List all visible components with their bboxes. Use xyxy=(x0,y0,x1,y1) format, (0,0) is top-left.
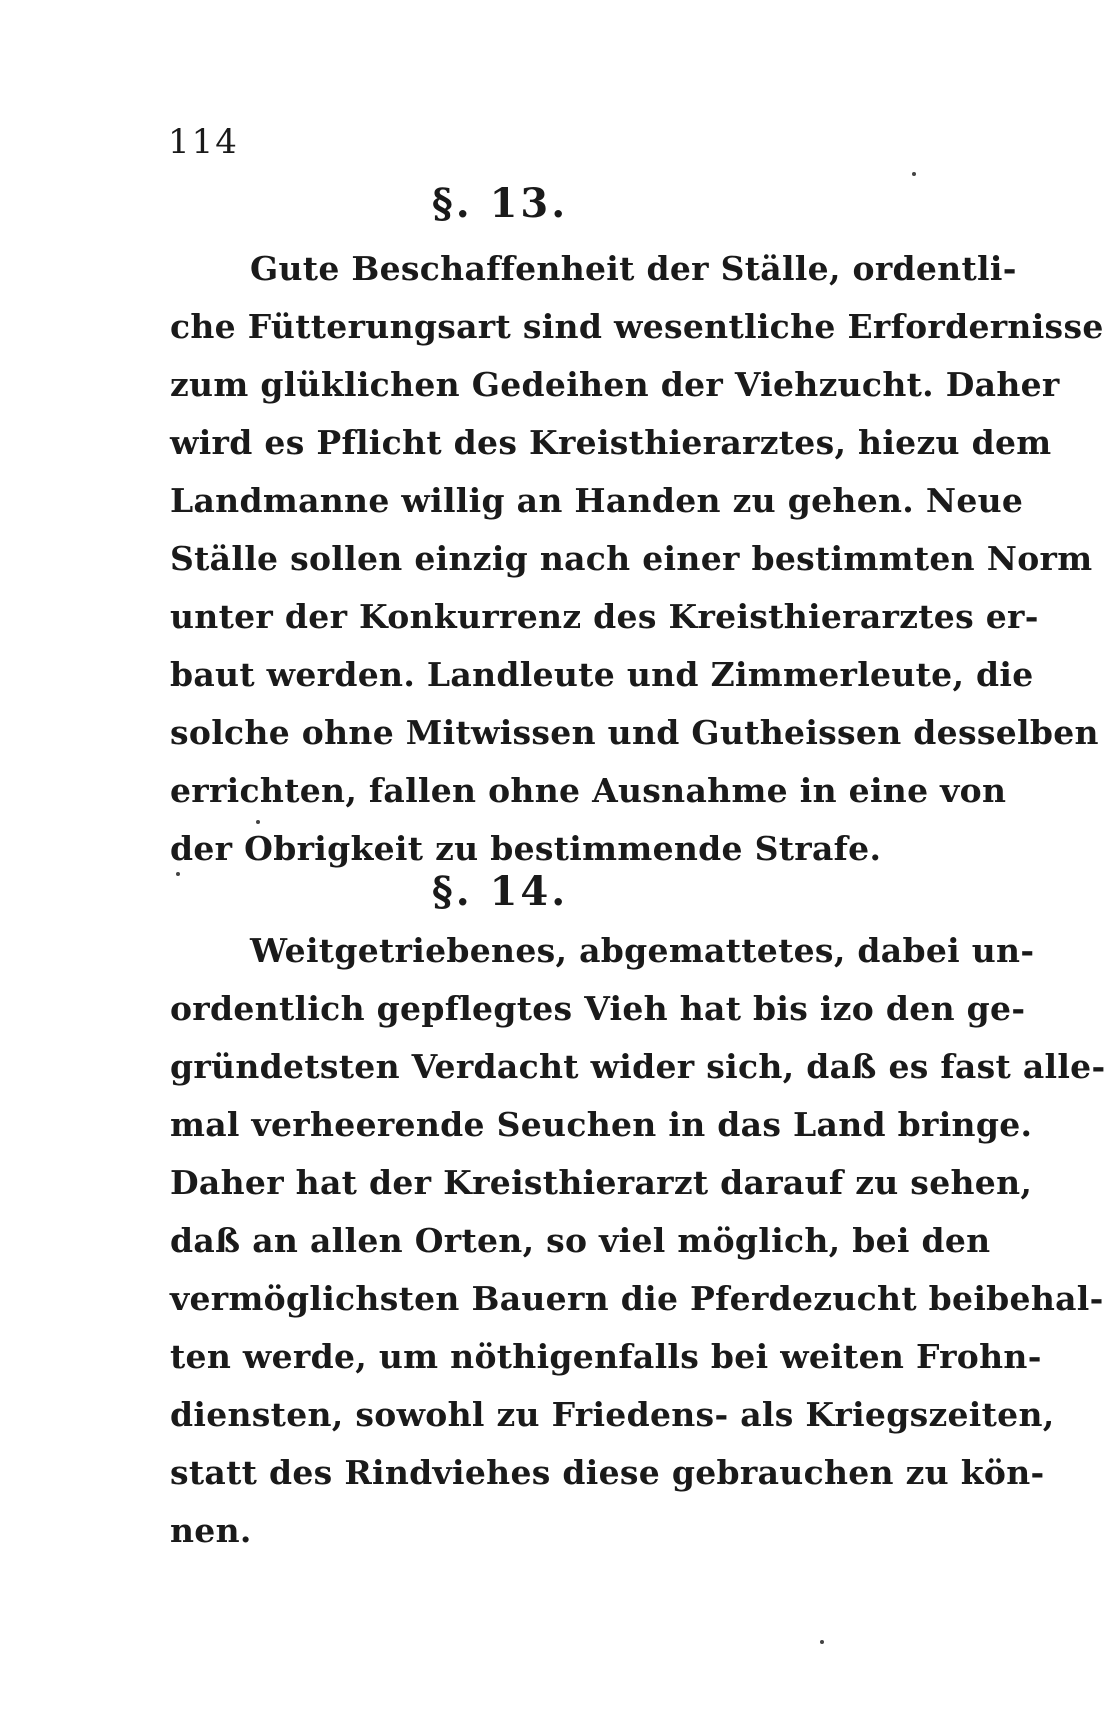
text-line: ten werde, um nöthigenfalls bei weiten Frohn- xyxy=(170,1337,1042,1376)
section-13-paragraph xyxy=(170,240,1104,878)
text-line: nen. xyxy=(170,1511,252,1550)
text-line: ordentlich gepflegtes Vieh hat bis izo den ge- xyxy=(170,989,1026,1028)
text-line: wird es Pflicht des Kreisthierarztes, hiezu dem xyxy=(170,423,1052,462)
text-line: Gute Beschaffenheit der Ställe, ordentli- xyxy=(250,249,1017,288)
print-speck xyxy=(820,1640,824,1644)
text-line: daß an allen Orten, so viel möglich, bei den xyxy=(170,1221,991,1260)
text-line: der Obrigkeit zu bestimmende Strafe. xyxy=(170,829,882,868)
text-line: Daher hat der Kreisthierarzt darauf zu sehen, xyxy=(170,1163,1033,1202)
text-line: solche ohne Mitwissen und Gutheissen desselben xyxy=(170,713,1099,752)
text-line: gründetsten Verdacht wider sich, daß es fast alle- xyxy=(170,1047,1105,1086)
text-line: diensten, sowohl zu Friedens- als Kriegszeiten, xyxy=(170,1395,1055,1434)
text-line: vermöglichsten Bauern die Pferdezucht beibehal- xyxy=(170,1279,1104,1318)
section-14-heading: §. 14. xyxy=(431,868,569,915)
print-speck xyxy=(912,172,916,176)
text-line: baut werden. Landleute und Zimmerleute, die xyxy=(170,655,1034,694)
print-speck xyxy=(176,872,180,876)
text-line: Ställe sollen einzig nach einer bestimmten Norm xyxy=(170,539,1093,578)
text-line: zum glüklichen Gedeihen der Viehzucht. Daher xyxy=(170,365,1060,404)
text-line: mal verheerende Seuchen in das Land bringe. xyxy=(170,1105,1033,1144)
text-line: Landmanne willig an Handen zu gehen. Neue xyxy=(170,481,1024,520)
text-line: unter der Konkurrenz des Kreisthierarztes er- xyxy=(170,597,1039,636)
text-line: errichten, fallen ohne Ausnahme in eine von xyxy=(170,771,1007,810)
text-line: Weitgetriebenes, abgemattetes, dabei un- xyxy=(250,931,1035,970)
text-line: statt des Rindviehes diese gebrauchen zu kön- xyxy=(170,1453,1045,1492)
section-13-heading: §. 13. xyxy=(431,180,569,227)
page-number: 114 xyxy=(168,122,239,162)
print-speck xyxy=(256,820,260,824)
text-line: che Fütterungsart sind wesentliche Erfordernisse xyxy=(170,307,1104,346)
section-14-paragraph xyxy=(170,922,1105,1560)
